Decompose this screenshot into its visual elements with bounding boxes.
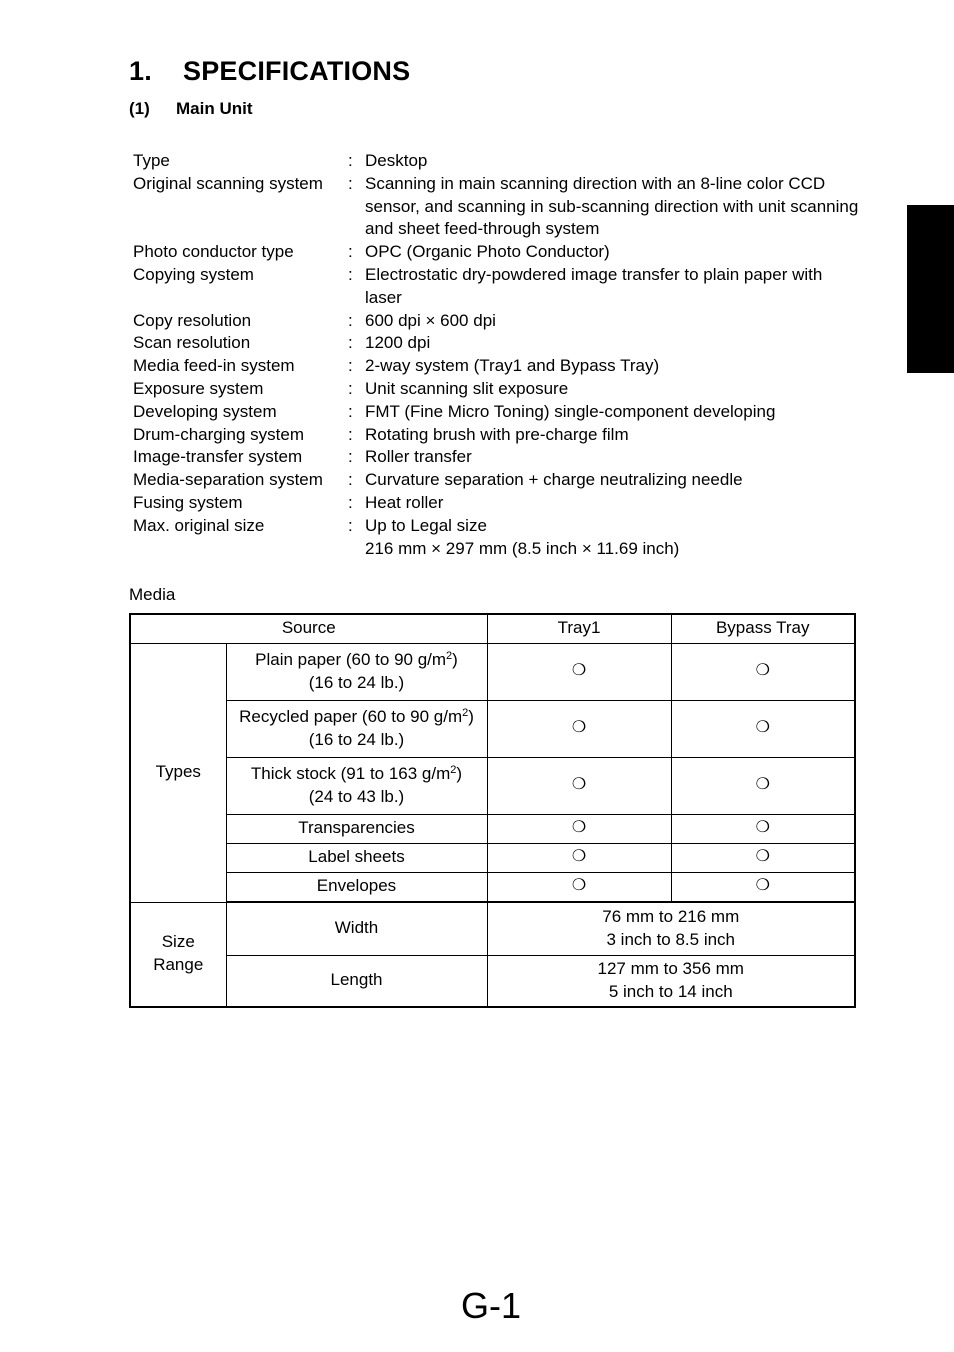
spec-separator: : (348, 333, 353, 353)
spec-label: Drum-charging system (133, 424, 304, 444)
spec-row-copy-resolution (133, 310, 863, 333)
types-label: Types (130, 643, 226, 902)
supported-mark-icon: ❍ (671, 843, 855, 872)
supported-mark-icon: ❍ (671, 872, 855, 902)
spec-value-line: 216 mm × 297 mm (8.5 inch × 11.69 inch) (365, 538, 680, 558)
section-side-tab (907, 205, 954, 373)
supported-mark-icon: ❍ (487, 843, 671, 872)
spec-row-exposure-system (133, 378, 863, 401)
spec-value: FMT (Fine Micro Toning) single-component developing (365, 401, 776, 421)
spec-label: Fusing system (133, 492, 243, 512)
media-type-recycled-paper: Recycled paper (60 to 90 $g/m^2$) (16 to 24 lb.) (226, 700, 487, 757)
spec-label: Scan resolution (133, 333, 251, 353)
spec-separator: : (348, 310, 353, 330)
media-type-thick-stock: Thick stock (91 to 163 $g/m^2$) (24 to 43 lb.) (226, 757, 487, 814)
spec-value: Heat roller (365, 492, 444, 512)
spec-label: Exposure system (133, 378, 264, 398)
spec-row-type (133, 150, 863, 173)
spec-label: Copy resolution (133, 310, 252, 330)
spec-row-max-original-size (133, 515, 863, 561)
header-tray1: Tray1 (487, 614, 671, 643)
supported-mark-icon: ❍ (671, 757, 855, 814)
spec-value: Desktop (365, 151, 428, 170)
spec-row-media-separation-system (133, 469, 863, 492)
header-bypass-tray: Bypass Tray (671, 614, 855, 643)
table-row (130, 843, 855, 872)
supported-mark-icon: ❍ (487, 700, 671, 757)
spec-value-line: Up to Legal size (365, 515, 487, 535)
table-row (130, 700, 855, 757)
header-source: Source (130, 614, 487, 643)
spec-value: Roller transfer (365, 447, 472, 467)
spec-value (365, 515, 863, 561)
spec-row-copying-system (133, 264, 863, 310)
supported-mark-icon: ❍ (671, 643, 855, 700)
section-heading (129, 56, 410, 87)
spec-label: Media-separation system (133, 470, 323, 490)
spec-value: 2-way system (Tray1 and Bypass Tray) (365, 356, 660, 376)
spec-value: Scanning in main scanning direction with an 8-line color CCD sensor, and scanning in sub-scanning direction with unit scanning and sheet feed-through system (365, 173, 859, 239)
spec-value: Unit scanning slit exposure (365, 378, 569, 398)
spec-label: Copying system (133, 264, 254, 284)
section-title: SPECIFICATIONS (183, 56, 411, 86)
media-table (129, 613, 856, 1008)
spec-label: Media feed-in system (133, 356, 295, 376)
spec-separator: : (348, 356, 353, 376)
spec-separator: : (348, 242, 353, 262)
supported-mark-icon: ❍ (487, 757, 671, 814)
table-row (130, 643, 855, 700)
spec-separator: : (348, 424, 353, 444)
spec-row-image-transfer-system (133, 446, 863, 469)
spec-label: Photo conductor type (133, 242, 294, 262)
supported-mark-icon: ❍ (671, 700, 855, 757)
media-table-caption: Media (129, 585, 176, 604)
spec-value: 1200 dpi (365, 333, 431, 353)
supported-mark-icon: ❍ (487, 643, 671, 700)
spec-row-scan-resolution (133, 332, 863, 355)
spec-separator: : (348, 515, 353, 535)
spec-row-drum-charging-system (133, 424, 863, 447)
subsection-heading (129, 99, 253, 119)
supported-mark-icon: ❍ (487, 872, 671, 902)
spec-separator: : (348, 470, 353, 490)
size-range-label: Size Range (130, 902, 226, 1007)
spec-separator: : (348, 401, 353, 421)
media-type-label-sheets: Label sheets (226, 843, 487, 872)
section-number: 1. (129, 56, 152, 86)
table-row (130, 814, 855, 843)
table-row (130, 757, 855, 814)
spec-separator: : (348, 264, 353, 284)
supported-mark-icon: ❍ (671, 814, 855, 843)
spec-row-media-feed-in-system (133, 355, 863, 378)
spec-label: Developing system (133, 401, 277, 421)
spec-value: 600 dpi × 600 dpi (365, 310, 496, 330)
media-type-envelopes: Envelopes (226, 872, 487, 902)
spec-row-original-scanning-system (133, 173, 863, 241)
spec-value: OPC (Organic Photo Conductor) (365, 242, 610, 262)
spec-value: Electrostatic dry-powdered image transfer to plain paper with laser (365, 264, 823, 307)
page-number: G-1 (460, 1285, 521, 1326)
supported-mark-icon: ❍ (487, 814, 671, 843)
spec-separator: : (348, 378, 353, 398)
media-type-transparencies: Transparencies (226, 814, 487, 843)
spec-row-photo-conductor-type (133, 241, 863, 264)
spec-label: Original scanning system (133, 173, 323, 193)
spec-list (133, 150, 863, 560)
spec-label: Image-transfer system (133, 447, 303, 467)
spec-label: Type (133, 151, 170, 170)
spec-separator: : (348, 151, 353, 170)
subsection-number: (1) (129, 99, 150, 118)
spec-separator: : (348, 447, 353, 467)
spec-row-developing-system (133, 401, 863, 424)
table-row (130, 872, 855, 902)
size-width-value: 76 mm to 216 mm 3 inch to 8.5 inch (487, 902, 855, 955)
size-length-value: 127 mm to 356 mm 5 inch to 14 inch (487, 955, 855, 1007)
spec-separator: : (348, 492, 353, 512)
spec-value: Rotating brush with pre-charge film (365, 424, 629, 444)
spec-row-fusing-system (133, 492, 863, 515)
spec-label: Max. original size (133, 515, 265, 535)
subsection-title: Main Unit (176, 99, 253, 118)
table-header-row (130, 614, 855, 643)
size-width-label: Width (226, 902, 487, 955)
media-type-plain-paper: Plain paper (60 to 90 $g/m^2$) (16 to 24 lb.) (226, 643, 487, 700)
spec-value: Curvature separation + charge neutralizing needle (365, 470, 743, 490)
table-row (130, 902, 855, 955)
size-length-label: Length (226, 955, 487, 1007)
table-row (130, 955, 855, 1007)
spec-separator: : (348, 173, 353, 193)
